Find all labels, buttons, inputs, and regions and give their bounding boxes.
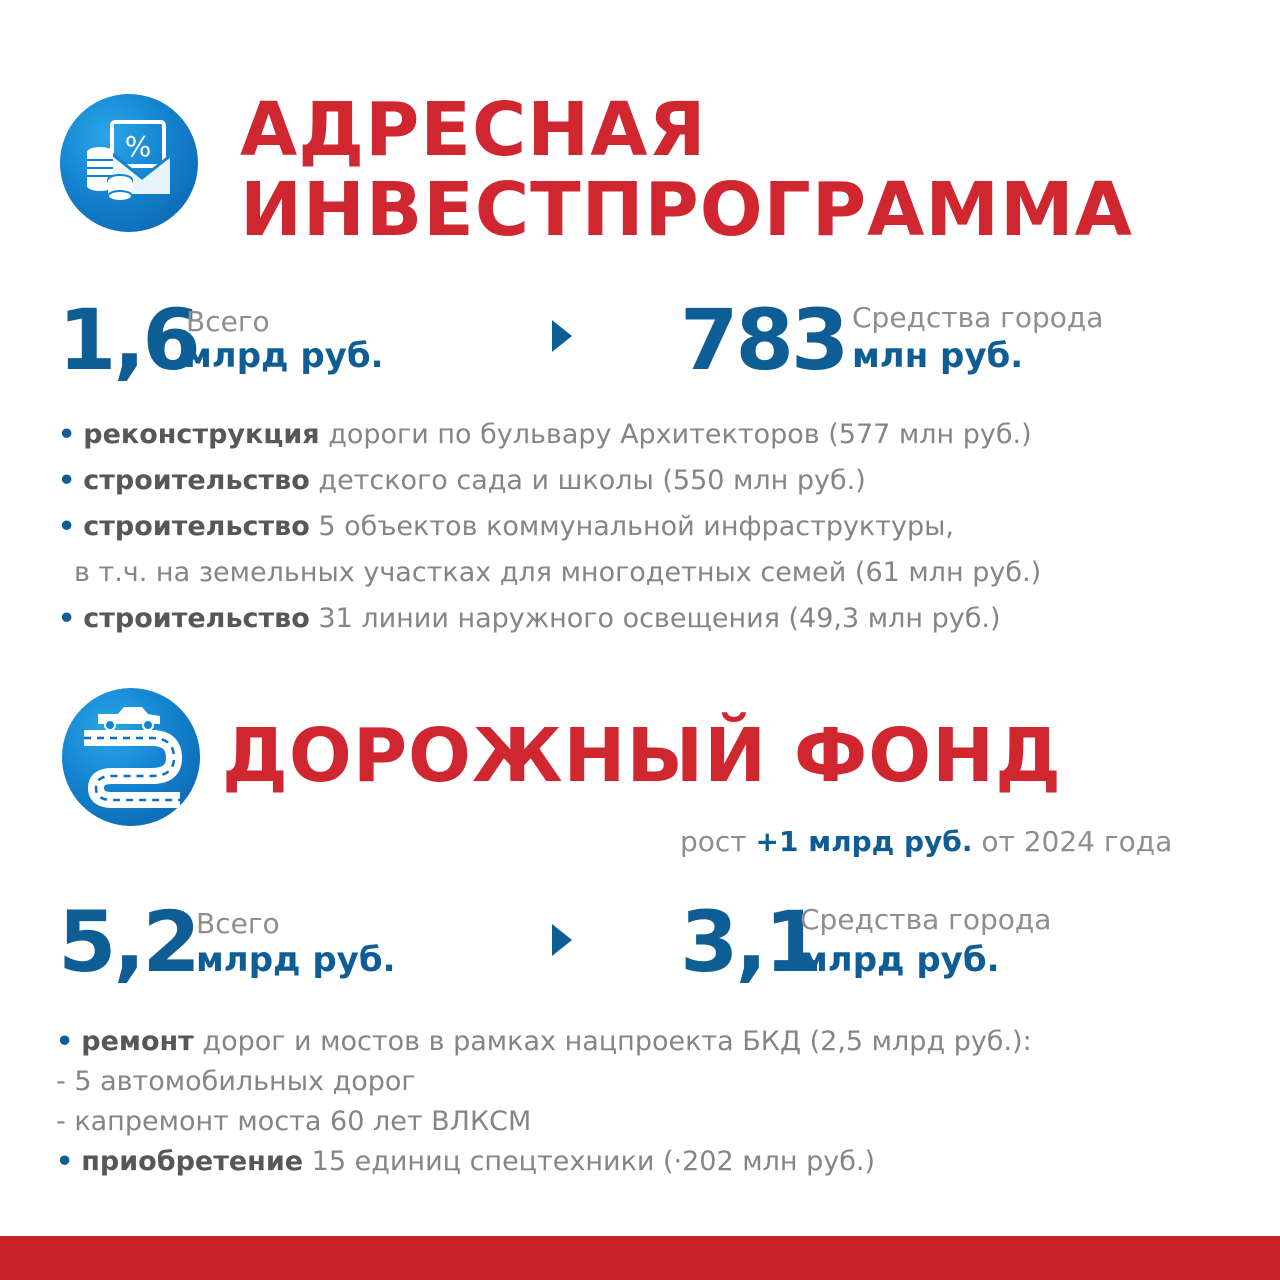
- list-subitem: - 5 автомобильных дорог: [56, 1066, 416, 1097]
- section1-title-line1: АДРЕСНАЯ: [240, 87, 707, 173]
- section2-total-value: 5,2: [58, 893, 198, 991]
- section1-city-caption: Средства города: [852, 301, 1104, 334]
- section1-city-unit: млн руб.: [852, 336, 1024, 376]
- section1-list: [58, 412, 1041, 642]
- list-item: • строительство 5 объектов коммунальной инфраструктуры,: [58, 511, 954, 542]
- list-item: • реконструкция дороги по бульвару Архитекторов (577 млн руб.): [58, 419, 1032, 450]
- list-item: • приобретение 15 единиц спецтехники (·202 млн руб.): [56, 1146, 875, 1177]
- section1-city-value: 783: [680, 291, 847, 389]
- section1-total-caption: Всего: [186, 305, 270, 338]
- winding-road-car-icon: [62, 688, 200, 826]
- arrow-right-icon: [552, 320, 572, 352]
- section2-total-caption: Всего: [196, 907, 280, 940]
- section1-total-unit: млрд руб.: [184, 336, 384, 376]
- list-subitem: - капремонт моста 60 лет ВЛКСМ: [56, 1106, 532, 1137]
- arrow-right-icon: [552, 924, 572, 956]
- section2-total-unit: млрд руб.: [196, 940, 396, 980]
- invest-program-icon: [60, 94, 198, 232]
- footer-bar: [0, 1236, 1280, 1280]
- section2-title: ДОРОЖНЫЙ ФОНД: [222, 713, 1062, 799]
- section2-list: [56, 1022, 1032, 1182]
- section1-total-value: 1,6: [58, 291, 198, 389]
- coins-percent-envelope-icon: [60, 94, 198, 232]
- section2-growth: рост +1 млрд руб. от 2024 года: [680, 825, 1173, 858]
- list-item-continuation: в т.ч. на земельных участках для многодетных семей (61 млн руб.): [74, 557, 1042, 588]
- section1-title-line2: ИНВЕСТПРОГРАММА: [240, 167, 1133, 253]
- road-fund-icon: [62, 688, 200, 826]
- section2-city-caption: Средства города: [800, 903, 1052, 936]
- section2-city-value: 3,1: [680, 893, 820, 991]
- svg-text:%: %: [124, 130, 152, 163]
- section2-city-unit: млрд руб.: [800, 940, 1000, 980]
- list-item: • ремонт дорог и мостов в рамках нацпроекта БКД (2,5 млрд руб.):: [56, 1026, 1032, 1057]
- list-item: • строительство детского сада и школы (550 млн руб.): [58, 465, 866, 496]
- list-item: • строительство 31 линии наружного освещения (49,3 млн руб.): [58, 603, 1001, 634]
